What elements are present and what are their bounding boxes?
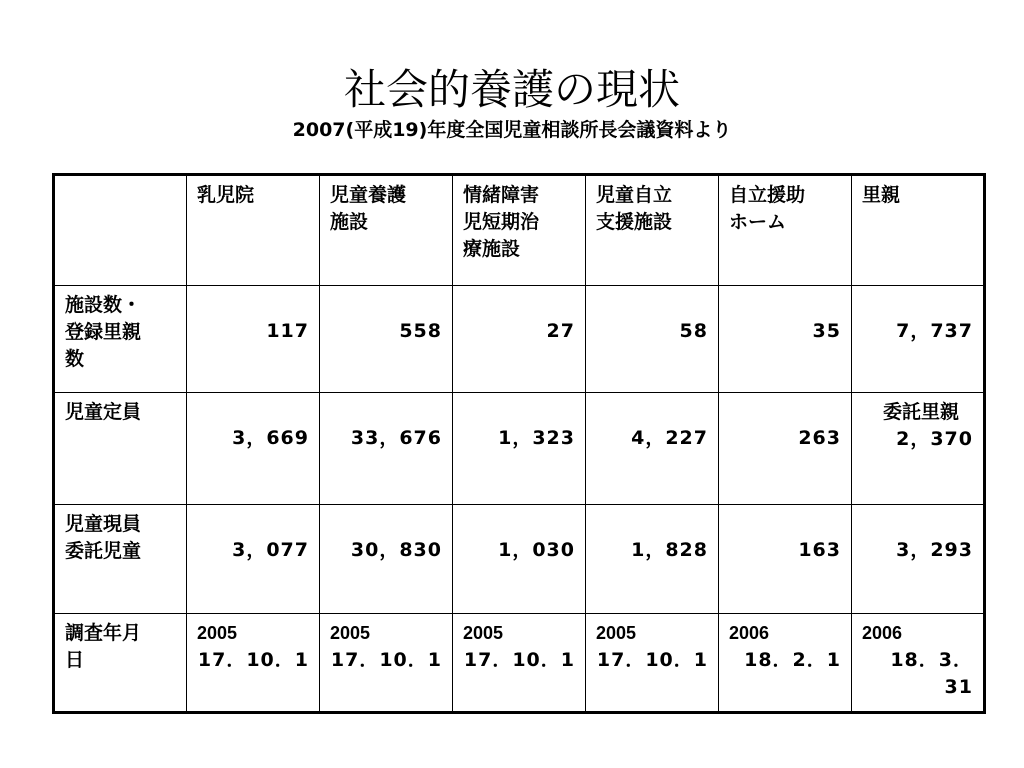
table-cell [852,614,985,713]
table-cell [586,393,719,505]
row-label-line: 日 [65,649,85,671]
table-row-capacity [54,393,985,505]
header-line: 児童自立 [596,184,673,206]
header-line: 児童養護 [330,184,407,206]
header-cell-independence-home [719,175,852,286]
cell-value: 117 [266,320,309,342]
header-line: ホーム [729,211,787,233]
table-header-row [54,175,985,286]
row-label-line: 登録里親 [65,321,142,343]
row-label-survey-date [54,614,187,713]
table-cell [187,505,320,614]
cell-value: 2，370 [896,428,973,450]
cell-value: 27 [546,320,575,342]
survey-year: 2005 [596,623,637,643]
header-empty-cell [54,175,187,286]
survey-year: 2005 [330,623,371,643]
table-cell [320,614,453,713]
header-cell-emotional-treatment [453,175,586,286]
header-cell-independence-support [586,175,719,286]
table-row-survey-date [54,614,985,713]
table-cell [453,393,586,505]
cell-value: 1，030 [498,539,575,561]
slide-title: 社会的養護の現状 [343,65,680,114]
survey-date: 17．10．1 [197,649,309,671]
table-cell [187,393,320,505]
survey-date: 17．10．1 [330,649,442,671]
survey-date: 18．3．31 [890,649,973,698]
row-label-line: 数 [65,348,85,370]
survey-date: 17．10．1 [463,649,575,671]
table-cell [719,393,852,505]
row-label-capacity [54,393,187,505]
cell-value: 163 [798,539,841,561]
cell-value: 30，830 [350,539,442,561]
table-cell [320,286,453,393]
table-cell [453,286,586,393]
row-label-line: 児童現員 [65,513,142,535]
header-line: 情緒障害 [463,184,540,206]
cell-value: 1，323 [498,427,575,449]
cell-value: 3，669 [232,427,309,449]
cell-value: 33，676 [350,427,442,449]
row-label-line: 児童定員 [65,401,142,423]
table-cell [852,286,985,393]
table-cell [586,614,719,713]
table-cell [320,393,453,505]
header-cell-childrens-home [320,175,453,286]
table-cell [852,393,985,505]
table-cell [320,505,453,614]
row-label-line: 調査年月 [65,622,142,644]
cell-value: 1，828 [631,539,708,561]
survey-year: 2005 [463,623,504,643]
cell-value: 558 [399,320,442,342]
table-cell [453,614,586,713]
table-cell [586,505,719,614]
row-label-line: 施設数・ [65,294,142,316]
table-row-current [54,505,985,614]
cell-value: 3，077 [232,539,309,561]
header-line: 施設 [330,211,369,233]
header-line: 支援施設 [596,211,673,233]
header-line: 里親 [862,184,901,206]
table-cell [719,286,852,393]
row-label-current [54,505,187,614]
header-line: 療施設 [463,238,521,260]
header-cell-foster-parents [852,175,985,286]
table-cell [719,614,852,713]
table-cell [453,505,586,614]
foster-note: 委託里親 [882,401,959,423]
cell-value: 263 [798,427,841,449]
table-cell [852,505,985,614]
row-label-line: 委託児童 [65,540,142,562]
table-cell [187,286,320,393]
survey-year: 2005 [197,623,238,643]
table-cell [187,614,320,713]
survey-date: 17．10．1 [596,649,708,671]
cell-value: 7，737 [896,320,973,342]
table-cell [719,505,852,614]
table-row-facilities [54,286,985,393]
header-line: 乳児院 [197,184,255,206]
survey-year: 2006 [862,623,903,643]
cell-value: 3，293 [896,539,973,561]
header-cell-infant-home [187,175,320,286]
row-label-facilities [54,286,187,393]
survey-date: 18．2．1 [744,649,841,671]
table-cell [586,286,719,393]
cell-value: 58 [679,320,708,342]
slide-subtitle: 2007(平成19)年度全国児童相談所長会議資料より [292,119,732,141]
header-line: 自立援助 [729,184,806,206]
survey-year: 2006 [729,623,770,643]
header-line: 児短期治 [463,211,540,233]
cell-value: 4，227 [631,427,708,449]
statistics-table [52,173,986,714]
cell-value: 35 [812,320,841,342]
